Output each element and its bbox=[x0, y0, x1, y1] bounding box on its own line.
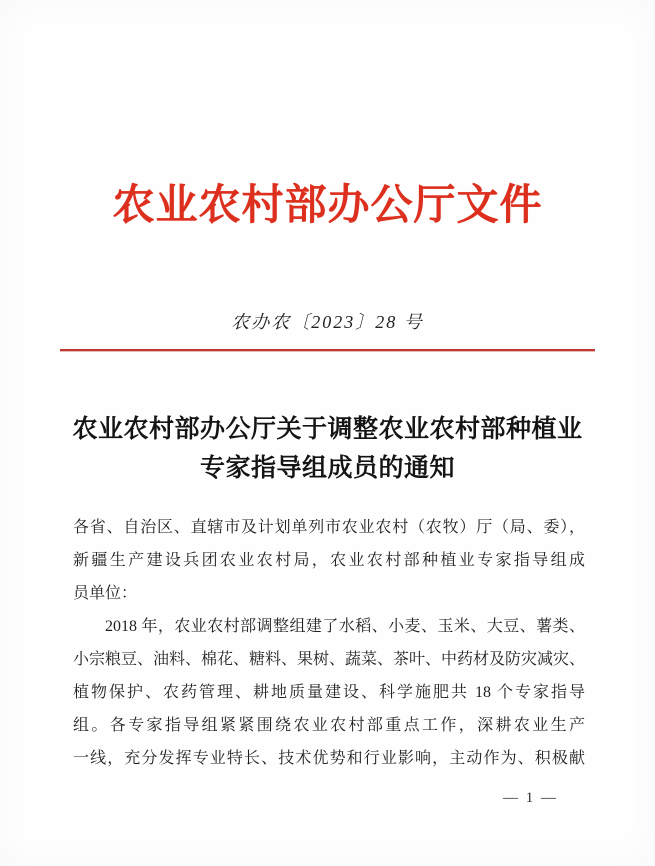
document-body bbox=[73, 511, 585, 775]
letterhead-title: 农业农村部办公厅文件 bbox=[112, 183, 543, 229]
document-number: 农办农〔2023〕28 号 bbox=[231, 312, 424, 332]
document-title-line-2: 专家指导组成员的通知 bbox=[199, 455, 455, 482]
document-title bbox=[0, 410, 655, 488]
document-title-line-1: 农业农村部办公厅关于调整农业农村部种植业 bbox=[72, 416, 583, 443]
body-line: 各省、自治区、直辖市及计划单列市农业农村（农牧）厅（局、委）， bbox=[73, 519, 585, 536]
page-number: — 1 — bbox=[503, 790, 558, 806]
body-line: 组。各专家指导组紧紧围绕农业农村部重点工作，深耕农业生产 bbox=[73, 717, 585, 734]
body-line: 植物保护、农药管理、耕地质量建设、科学施肥共 18 个专家指导 bbox=[73, 684, 585, 701]
body-line: 新疆生产建设兵团农业农村局，农业农村部种植业专家指导组成 bbox=[73, 552, 585, 569]
body-line: 小宗粮豆、油料、棉花、糖料、果树、蔬菜、茶叶、中药材及防灾减灾、 bbox=[73, 651, 586, 668]
red-divider-line bbox=[60, 349, 595, 351]
body-line: 一线，充分发挥专业特长、技术优势和行业影响，主动作为、积极献 bbox=[73, 750, 585, 767]
body-line: 2018 年，农业农村部调整组建了水稻、小麦、玉米、大豆、薯类、 bbox=[105, 618, 585, 635]
body-line: 员单位： bbox=[73, 585, 138, 602]
